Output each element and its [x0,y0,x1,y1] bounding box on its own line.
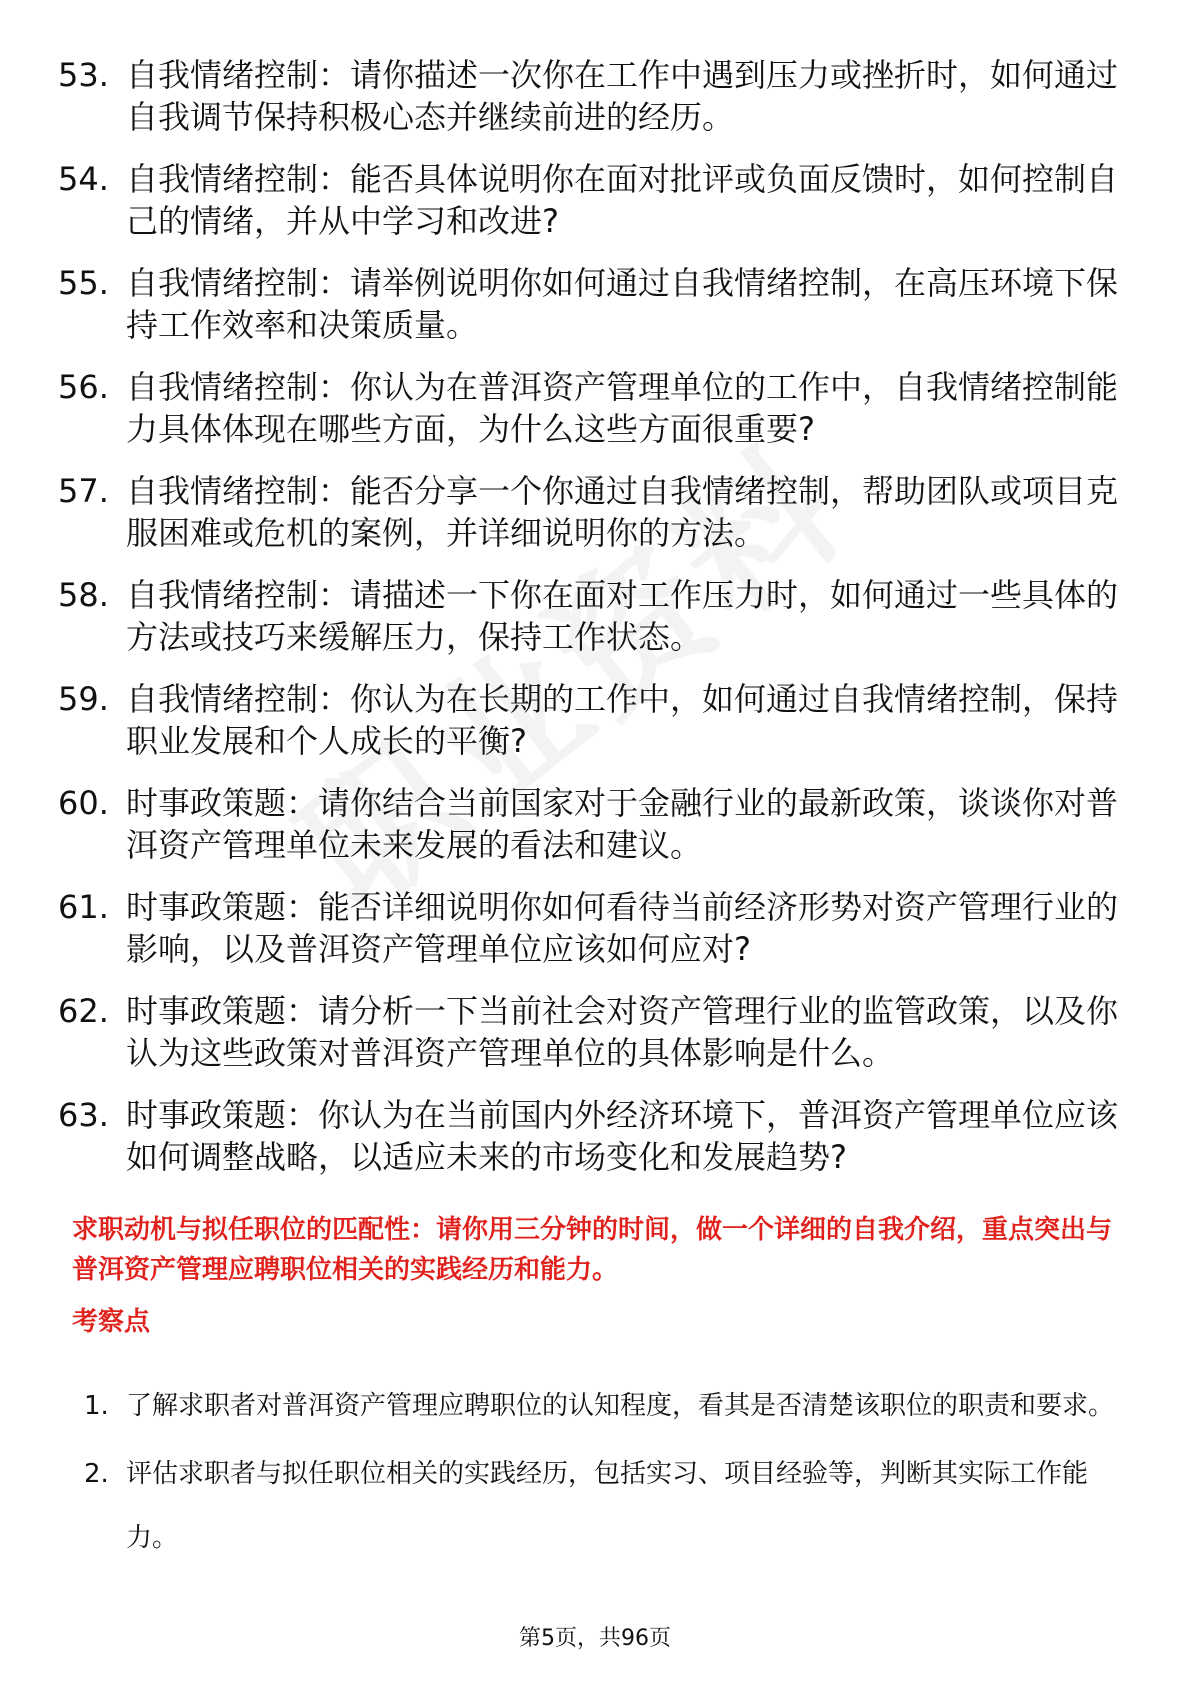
question-item [58,1094,1118,1178]
question-number: 55. [58,264,109,302]
point-number: 1. [84,1391,109,1421]
question-number: 63. [58,1096,109,1134]
question-number: 53. [58,56,109,94]
question-number: 58. [58,576,109,614]
question-number: 61. [58,888,109,926]
page-footer: 第5页，共96页 [519,1626,671,1651]
question-item [58,886,1118,970]
question-number: 57. [58,472,109,510]
question-text: 时事政策题：能否详细说明你如何看待当前经济形势对资产管理行业的影响，以及普洱资产管理单位应该如何应对? [126,888,1119,968]
question-list [58,54,1118,1198]
question-text: 自我情绪控制：你认为在普洱资产管理单位的工作中，自我情绪控制能力具体体现在哪些方面，为什么这些方面很重要? [126,368,1119,448]
question-item [58,990,1118,1074]
assessment-point [84,1442,1120,1570]
question-item [58,574,1118,658]
highlighted-question: 求职动机与拟任职位的匹配性：请你用三分钟的时间，做一个详细的自我介绍，重点突出与普洱资产管理应聘职位相关的实践经历和能力。 [72,1215,1113,1285]
point-number: 2. [84,1459,109,1489]
assessment-point [84,1374,1120,1438]
question-number: 59. [58,680,109,718]
question-number: 56. [58,368,109,406]
question-item [58,678,1118,762]
question-item [58,782,1118,866]
question-number: 54. [58,160,109,198]
question-number: 60. [58,784,109,822]
question-text: 自我情绪控制：请举例说明你如何通过自我情绪控制，在高压环境下保持工作效率和决策质量。 [126,264,1119,344]
question-item [58,366,1118,450]
section-title: 考察点 [72,1307,151,1337]
question-text: 自我情绪控制：能否分享一个你通过自我情绪控制，帮助团队或项目克服困难或危机的案例，并详细说明你的方法。 [126,472,1119,552]
question-text: 自我情绪控制：能否具体说明你在面对批评或负面反馈时，如何控制自己的情绪，并从中学习和改进? [126,160,1119,240]
assessment-points-list [84,1374,1120,1574]
point-text: 评估求职者与拟任职位相关的实践经历，包括实习、项目经验等，判断其实际工作能力。 [126,1459,1089,1553]
question-item [58,470,1118,554]
question-text: 自我情绪控制：请描述一下你在面对工作压力时，如何通过一些具体的方法或技巧来缓解压力，保持工作状态。 [126,576,1119,656]
question-text: 自我情绪控制：请你描述一次你在工作中遇到压力或挫折时，如何通过自我调节保持积极心态并继续前进的经历。 [126,56,1119,136]
question-text: 自我情绪控制：你认为在长期的工作中，如何通过自我情绪控制，保持职业发展和个人成长的平衡? [126,680,1119,760]
point-text: 了解求职者对普洱资产管理应聘职位的认知程度，看其是否清楚该职位的职责和要求。 [126,1391,1115,1421]
question-item [58,262,1118,346]
question-text: 时事政策题：请你结合当前国家对于金融行业的最新政策，谈谈你对普洱资产管理单位未来发展的看法和建议。 [126,784,1119,864]
question-item [58,54,1118,138]
question-text: 时事政策题：请分析一下当前社会对资产管理行业的监管政策，以及你认为这些政策对普洱资产管理单位的具体影响是什么。 [126,992,1119,1072]
question-item [58,158,1118,242]
question-number: 62. [58,992,109,1030]
question-text: 时事政策题：你认为在当前国内外经济环境下，普洱资产管理单位应该如何调整战略，以适应未来的市场变化和发展趋势? [126,1096,1119,1176]
